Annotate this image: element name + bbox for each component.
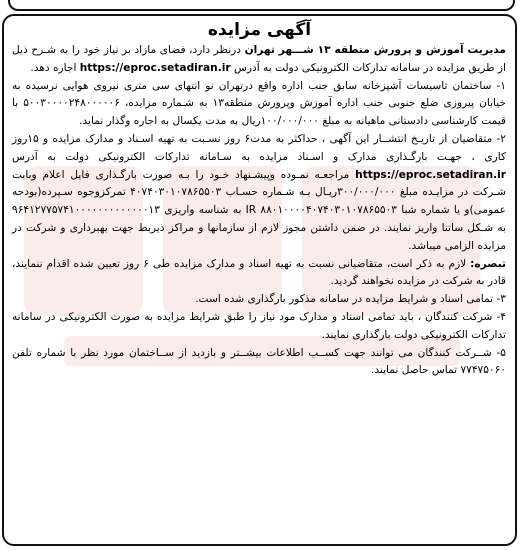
- auction-notice: [2, 14, 517, 546]
- previous-notice-border: [8, 0, 515, 11]
- notice-item-2: ۲- متقاضیان از تاریـخ انتشــار این آگهی ، حداکثر به مدت۶ روز نسـبت به تهیه اسـناد و مدارک مزایده و ۱۵روز کاری ، جهـت بارگـذاری مدارک و اسـناد مزایده به سـامانه تدارکات الکترونیکی دولت به آدرس https://eproc.setadiran.ir مراجعـه نمـوده وپیشـنهاد خـود را بـه صورت بارگـذاری فایل اعلام وبابت شـرکت در مزایـده مبلغ ۳۰۰/۰۰۰/۰۰۰ریـال بـه شـماره حسـاب ۴۰۷۴۰۳۰۱۰۷۸۶۵۵۰۳ تمرکزوجوه سـپرده(بودجه عمومی)و یا شماره شبا ۸۸۰۱۰۰۰۰۴۰۷۴۰۳۰۱۰۷۸۶۵۵۰۳ IR به شناسه واریزی ۹۶۴۱۲۷۷۵۷۴۱۰۰۰۰۰۰۰۰۰۰۰۰۰۱۳ به شـکل ساتنا واریز نمایند. در ضمن داشتن مجوز لازم از سازمانها و مراکز ذیربط جهت بهبرداری و شرکت در مزایده الزامی میباشد.: [12, 132, 506, 252]
- organization-name: مدیریت آموزش و پرورش منطقه ۱۳ شـــهر تهران: [244, 44, 506, 56]
- notice-title: آگهی مزایده: [207, 20, 312, 40]
- notice-item-1: ۱- ساختمان تاسیسات آشپزخانه سابق جنب اداره واقع درتهران نو انتهای سی متری نیروی هوایی نرسیده به خیابان پیروزی ضلع جنوبی جنب اداره آموزش وپرورش منطقه۱۳ به شـماره مزایده، ۵۰۰۳۰۰۰۰۲۴۸۰۰۰۰۰۶ با قیمت کارشناسی دادستانی ماهیانه به مبلغ ۱۰۰/۰۰۰/۰۰۰ریال به مدت یکسال به اجاره وگذار نماید.: [12, 79, 506, 128]
- notice-intro: مدیریت آموزش و پرورش منطقه ۱۳ شـــهر تهران درنظر دارد، فضای مازاد بر نیاز خود را به شـرح ذیل از طریق مزایده در سامانه تدارکات الکترونیکی دولت به آدرس https://eproc.setadiran.ir اجاره دهد.: [12, 44, 506, 74]
- notice-note: تبصره: لازم به ذکر است، متقاضیانی نسبت به تهیه اسناد و مدارک مزایده طی ۶ روز تعیین شده اقدام ننمایند، قادر به شرکت در مزایده نخواهند گردید.: [12, 257, 506, 288]
- notice-item-3: ۳- تمامی اسناد و شرایط مزایده در سامانه مذکور بارگذاری شده است.: [195, 293, 506, 306]
- setadiran-url-2[interactable]: https://eproc.setadiran.ir: [355, 168, 506, 181]
- notice-item-4: ۴- شرکت کنندگان ، باید تمامی اسناد و مدارک مود نیاز را طبق شرایط مزایده به صورت الکترونیکی در سامانه تدارکات الکترونیکی دولت بارگذاری نمایند.: [12, 310, 506, 341]
- notice-item-5: ۵- شــرکت کنندگان می توانند جهت کســب اطلاعات بیشــتر و بازدید از ســاختمان مورد نظر با شماره تلفن ۷۷۴۷۵۰۶۰ تماس حاصل نمایند.: [12, 346, 506, 377]
- note-label: تبصره:: [470, 257, 506, 270]
- notice-body: [4, 42, 515, 380]
- setadiran-url[interactable]: https://eproc.setadiran.ir: [79, 61, 231, 74]
